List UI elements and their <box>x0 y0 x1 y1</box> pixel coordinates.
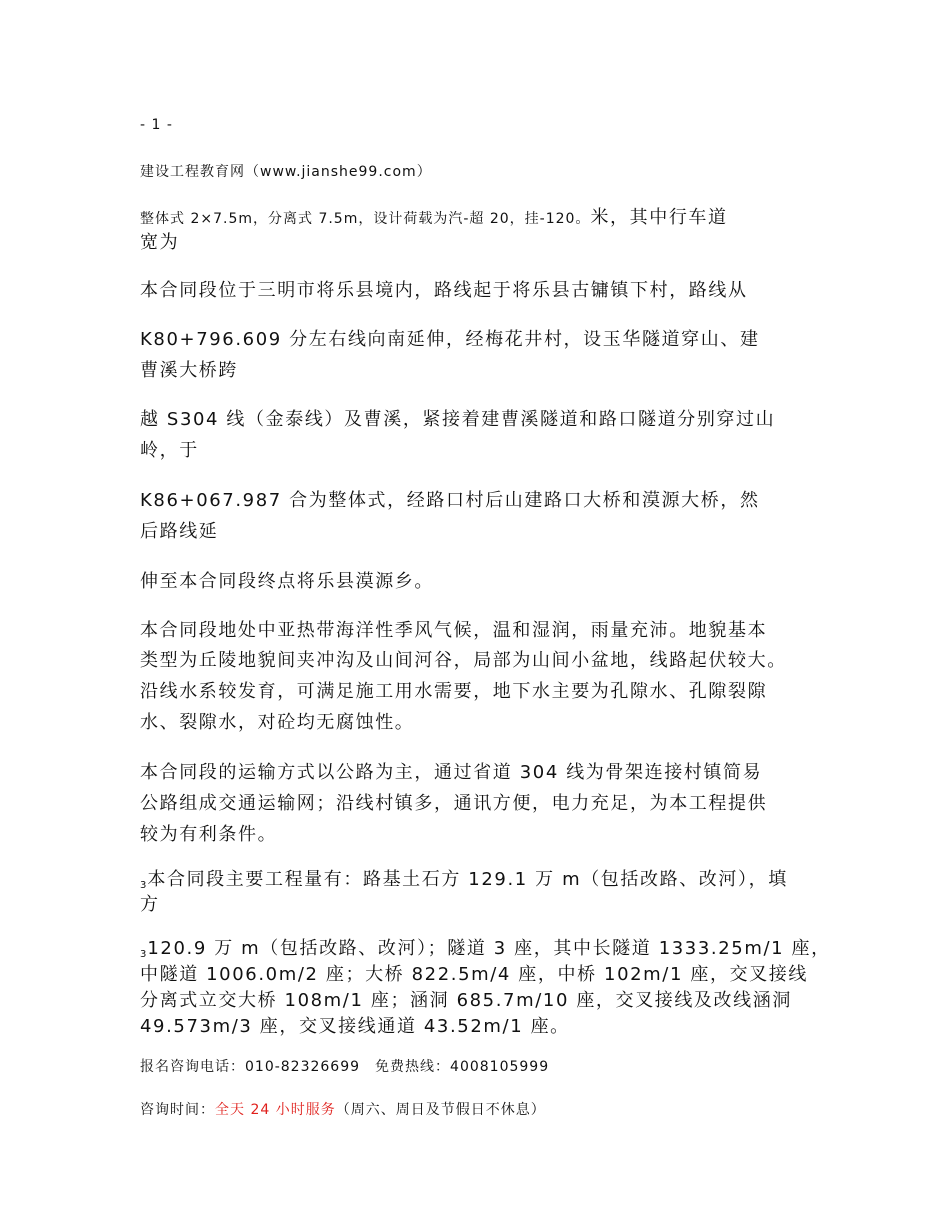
body-line-2: 宽为 <box>140 232 180 253</box>
footer-phone: 报名咨询电话：010-82326699 免费热线：4008105999 <box>140 1059 550 1075</box>
paragraph-9-line-2: 中隧道 1006.0m/2 座；大桥 822.5m/4 座，中桥 102m/1 座，交叉接线 <box>140 964 808 985</box>
paragraph-2-line-2: 曹溪大桥跨 <box>140 360 238 381</box>
paragraph-5: 伸至本合同段终点将乐县漠源乡。 <box>140 571 434 592</box>
paragraph-6-line-1: 本合同段地处中亚热带海洋性季风气候，温和湿润，雨量充沛。地貌基本 <box>140 620 768 641</box>
footer-hours <box>140 1099 546 1119</box>
paragraph-9-text: 120.9 万 m（包括改路、改河）；隧道 3 座，其中长隧道 1333.25m/1 座， <box>147 938 831 959</box>
paragraph-4-line-1: K86+067.987 合为整体式，经路口村后山建路口大桥和漠源大桥，然 <box>140 490 760 511</box>
paragraph-6-line-2: 类型为丘陵地貌间夹冲沟及山间河谷，局部为山间小盆地，线路起伏较大。 <box>140 650 787 671</box>
paragraph-6-line-4: 水、裂隙水，对砼均无腐蚀性。 <box>140 712 415 733</box>
paragraph-9-line-3: 分离式立交大桥 108m/1 座；涵洞 685.7m/10 座，交叉接线及改线涵洞 <box>140 990 792 1011</box>
paragraph-9-line-1 <box>140 934 831 960</box>
paragraph-7-line-3: 较为有利条件。 <box>140 824 278 845</box>
superscript-3: 3 <box>140 949 147 960</box>
footer-hours-note: （周六、周日及节假日不休息） <box>335 1102 546 1118</box>
page-number: - 1 - <box>140 117 173 133</box>
paragraph-7-line-1: 本合同段的运输方式以公路为主，通过省道 304 线为骨架连接村镇简易 <box>140 762 763 783</box>
paragraph-8-text: 本合同段主要工程量有：路基土石方 129.1 万 m（包括改路、改河），填 <box>147 869 788 890</box>
superscript-3: 3 <box>140 880 147 891</box>
paragraph-3-line-1: 越 S304 线（金泰线）及曹溪，紧接着建曹溪隧道和路口隧道分别穿过山 <box>140 409 776 430</box>
body-line-1-head: 整体式 2×7.5m，分离式 7.5m，设计荷载为汽-超 20，挂-120。 <box>140 211 591 227</box>
footer-hours-label: 咨询时间： <box>140 1102 215 1118</box>
paragraph-1: 本合同段位于三明市将乐县境内，路线起于将乐县古镛镇下村，路线从 <box>140 280 748 301</box>
paragraph-7-line-2: 公路组成交通运输网；沿线村镇多，通讯方便，电力充足，为本工程提供 <box>140 793 768 814</box>
body-line-1 <box>140 203 728 229</box>
site-header: 建设工程教育网（www.jianshe99.com） <box>140 164 432 180</box>
paragraph-9-line-4: 49.573m/3 座，交叉接线通道 43.52m/1 座。 <box>140 1016 570 1037</box>
paragraph-8-line-2: 方 <box>140 894 160 915</box>
body-line-1-tail: 米，其中行车道 <box>590 207 728 228</box>
paragraph-6-line-3: 沿线水系较发育，可满足施工用水需要，地下水主要为孔隙水、孔隙裂隙 <box>140 681 768 702</box>
paragraph-3-line-2: 岭，于 <box>140 440 199 461</box>
footer-hours-highlight: 全天 24 小时服务 <box>215 1102 336 1118</box>
paragraph-4-line-2: 后路线延 <box>140 521 219 542</box>
paragraph-8-line-1 <box>140 865 788 891</box>
paragraph-2-line-1: K80+796.609 分左右线向南延伸，经梅花井村，设玉华隧道穿山、建 <box>140 329 760 350</box>
